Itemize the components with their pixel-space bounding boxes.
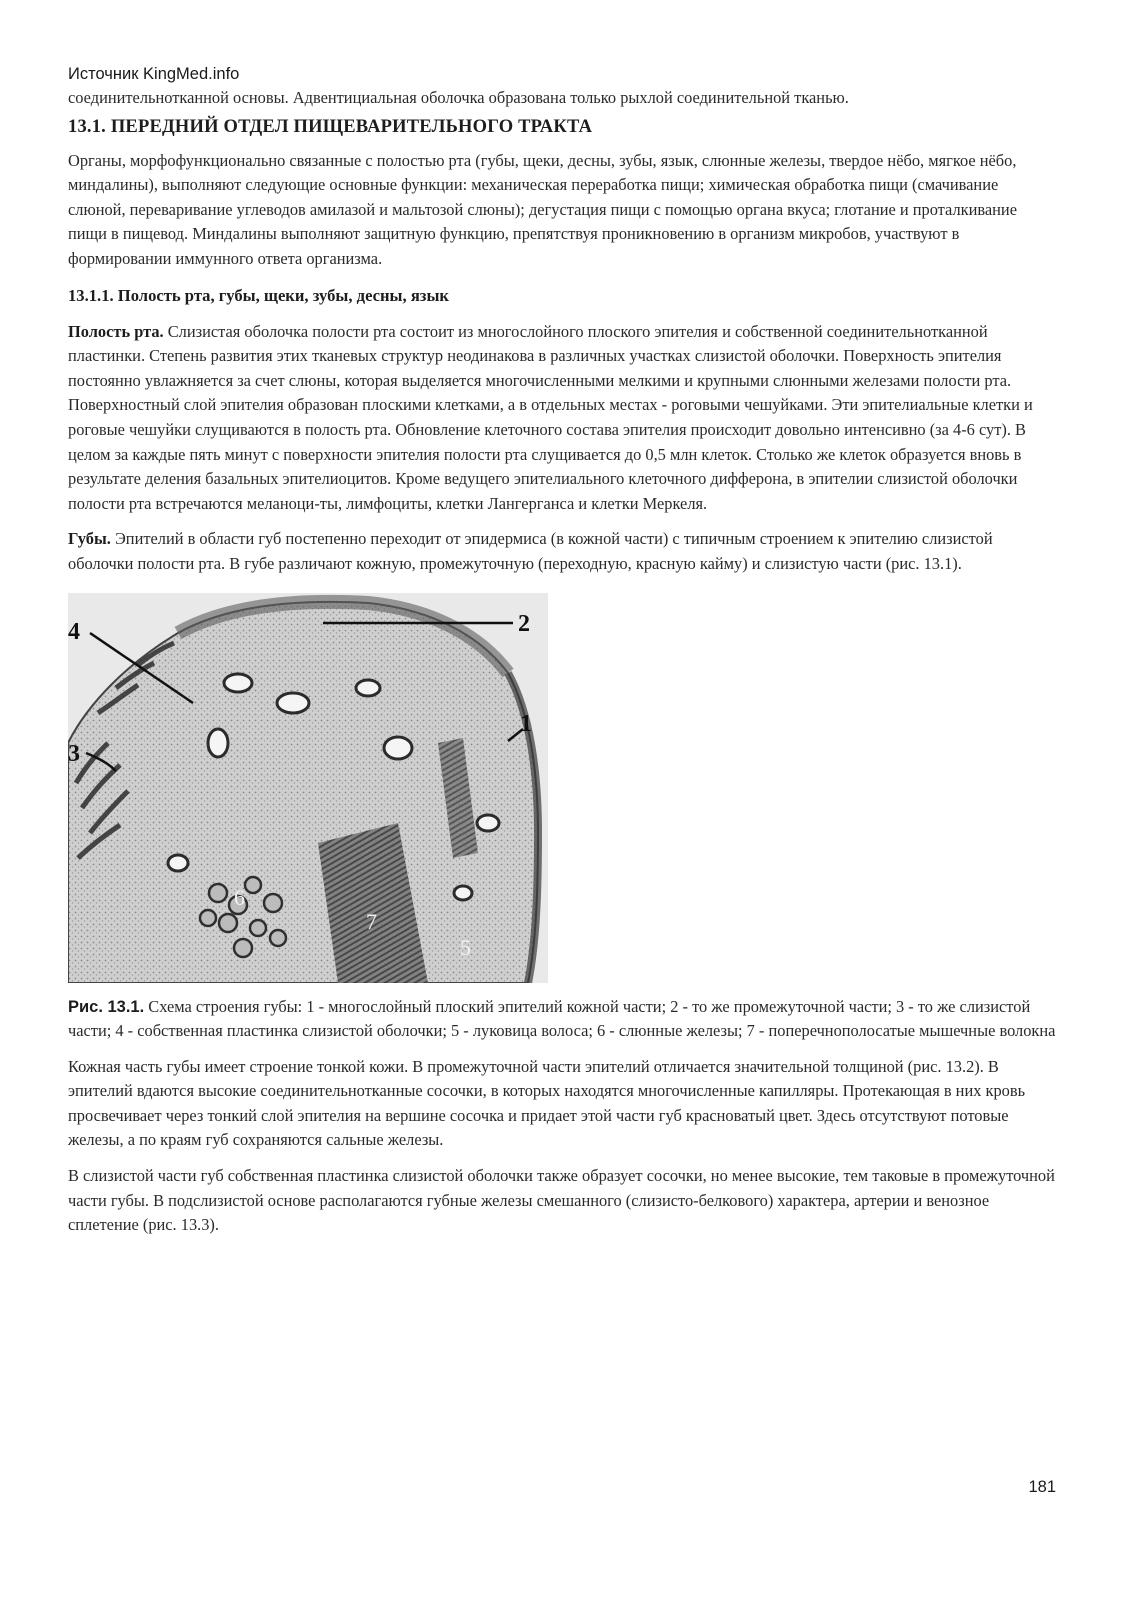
figure-caption-lead: Рис. 13.1.	[68, 997, 145, 1016]
figure-label-5: 5	[460, 934, 471, 960]
skin-part-paragraph: Кожная часть губы имеет строение тонкой кожи. В промежуточной части эпителий отличается значительной толщиной (рис. 13.2). В эпителий вдаются высокие соединительнотканные сосочки, в которых находятся многочисленные капилляры. Протекающая в них кровь просвечивает через тонкий слой эпителия на вершине сосочка и придает этой части губ красноватый цвет. Здесь отсутствуют потовые железы, а по краям губ сохраняются сальные железы.	[68, 1056, 1026, 1150]
lips-paragraph	[68, 527, 1058, 576]
lips-text: Эпителий в области губ постепенно переходит от эпидермиса (в кожной части) с типичным строением к эпителию слизистой оболочки полости рта. В губе различают кожную, промежуточную (переходную, красную кайму) и слизистую части (рис. 13.1).	[68, 529, 993, 573]
oral-cavity-paragraph	[68, 320, 1058, 517]
lips-lead: Губы.	[68, 529, 111, 549]
figure-label-6: 6	[234, 884, 245, 910]
figure-labels	[68, 593, 548, 983]
figure-caption	[68, 995, 1058, 1044]
figure-label-1: 1	[520, 710, 532, 737]
figure-label-3: 3	[68, 740, 80, 767]
page-number: 181	[1028, 1478, 1056, 1496]
lip-histology-figure	[68, 593, 548, 983]
mucous-part-paragraph: В слизистой части губ собственная пластинка слизистой оболочки также образует сосочки, но менее высокие, тем таковые в промежуточной части губы. В подслизистой основе располагаются губные железы смешанного (слизисто-белкового) характера, артерии и венозное сплетение (рис. 13.3).	[68, 1166, 1055, 1235]
intro-continuation: соединительнотканной основы. Адвентициальная оболочка образована только рыхлой соединительной тканью.	[68, 88, 849, 107]
figure-label-4: 4	[68, 618, 80, 645]
section-heading: 13.1. ПЕРЕДНИЙ ОТДЕЛ ПИЩЕВАРИТЕЛЬНОГО ТРАКТА	[68, 116, 593, 137]
source-header: Источник KingMed.info	[68, 65, 240, 83]
section-paragraph: Органы, морфофункционально связанные с полостью рта (губы, щеки, десны, зубы, язык, слюнные железы, твердое нёбо, мягкое нёбо, миндалины), выполняют следующие основные функции: механическая переработка пищи; химическая обработка пищи (смачивание слюной, переваривание углеводов амилазой и мальтозой слюны); дегустация пищи с помощью органа вкуса; глотание и проталкивание пищи в пищевод. Миндалины выполняют защитную функцию, препятствуя проникновению в организм микробов, участвуют в формировании иммунного ответа организма.	[68, 150, 1017, 268]
oral-cavity-lead: Полость рта.	[68, 321, 164, 341]
figure-label-7: 7	[366, 908, 377, 934]
page-content	[68, 62, 1058, 1249]
oral-cavity-text: Слизистая оболочка полости рта состоит из многослойного плоского эпителия и собственной соединительнотканной пластинки. Степень развития этих тканевых структур неодинакова в различных участках слизистой оболочки. Поверхность эпителия постоянно увлажняется за счет слюны, которая выделяется многочисленными мелкими и крупными слюнными железами полости рта. Поверхностный слой эпителия образован плоскими клетками, а в отдельных местах - роговыми чешуйками. Эти эпителиальные клетки и роговые чешуйки слущиваются в полость рта. Обновление клеточного состава эпителия происходит довольно интенсивно (за 4-6 сут). В целом за каждые пять минут с поверхности эпителия полости рта слущивается до 0,5 млн клеток. Столько же клеток образуется вновь в результате деления базальных эпителиоцитов. Кроме ведущего эпителиального клеточного дифферона, в эпителии слизистой оболочки полости рта встречаются меланоци-ты, лимфоциты, клетки Лангерганса и клетки Меркеля.	[68, 321, 1033, 513]
figure-label-2: 2	[518, 610, 530, 637]
figure-caption-text: Схема строения губы: 1 - многослойный плоский эпителий кожной части; 2 - то же промежуточной части; 3 - то же слизистой части; 4 - собственная пластинка слизистой оболочки; 5 - луковица волоса; 6 - слюнные железы; 7 - поперечнополосатые мышечные волокна	[68, 996, 1056, 1041]
subsection-heading: 13.1.1. Полость рта, губы, щеки, зубы, десны, язык	[68, 285, 449, 305]
